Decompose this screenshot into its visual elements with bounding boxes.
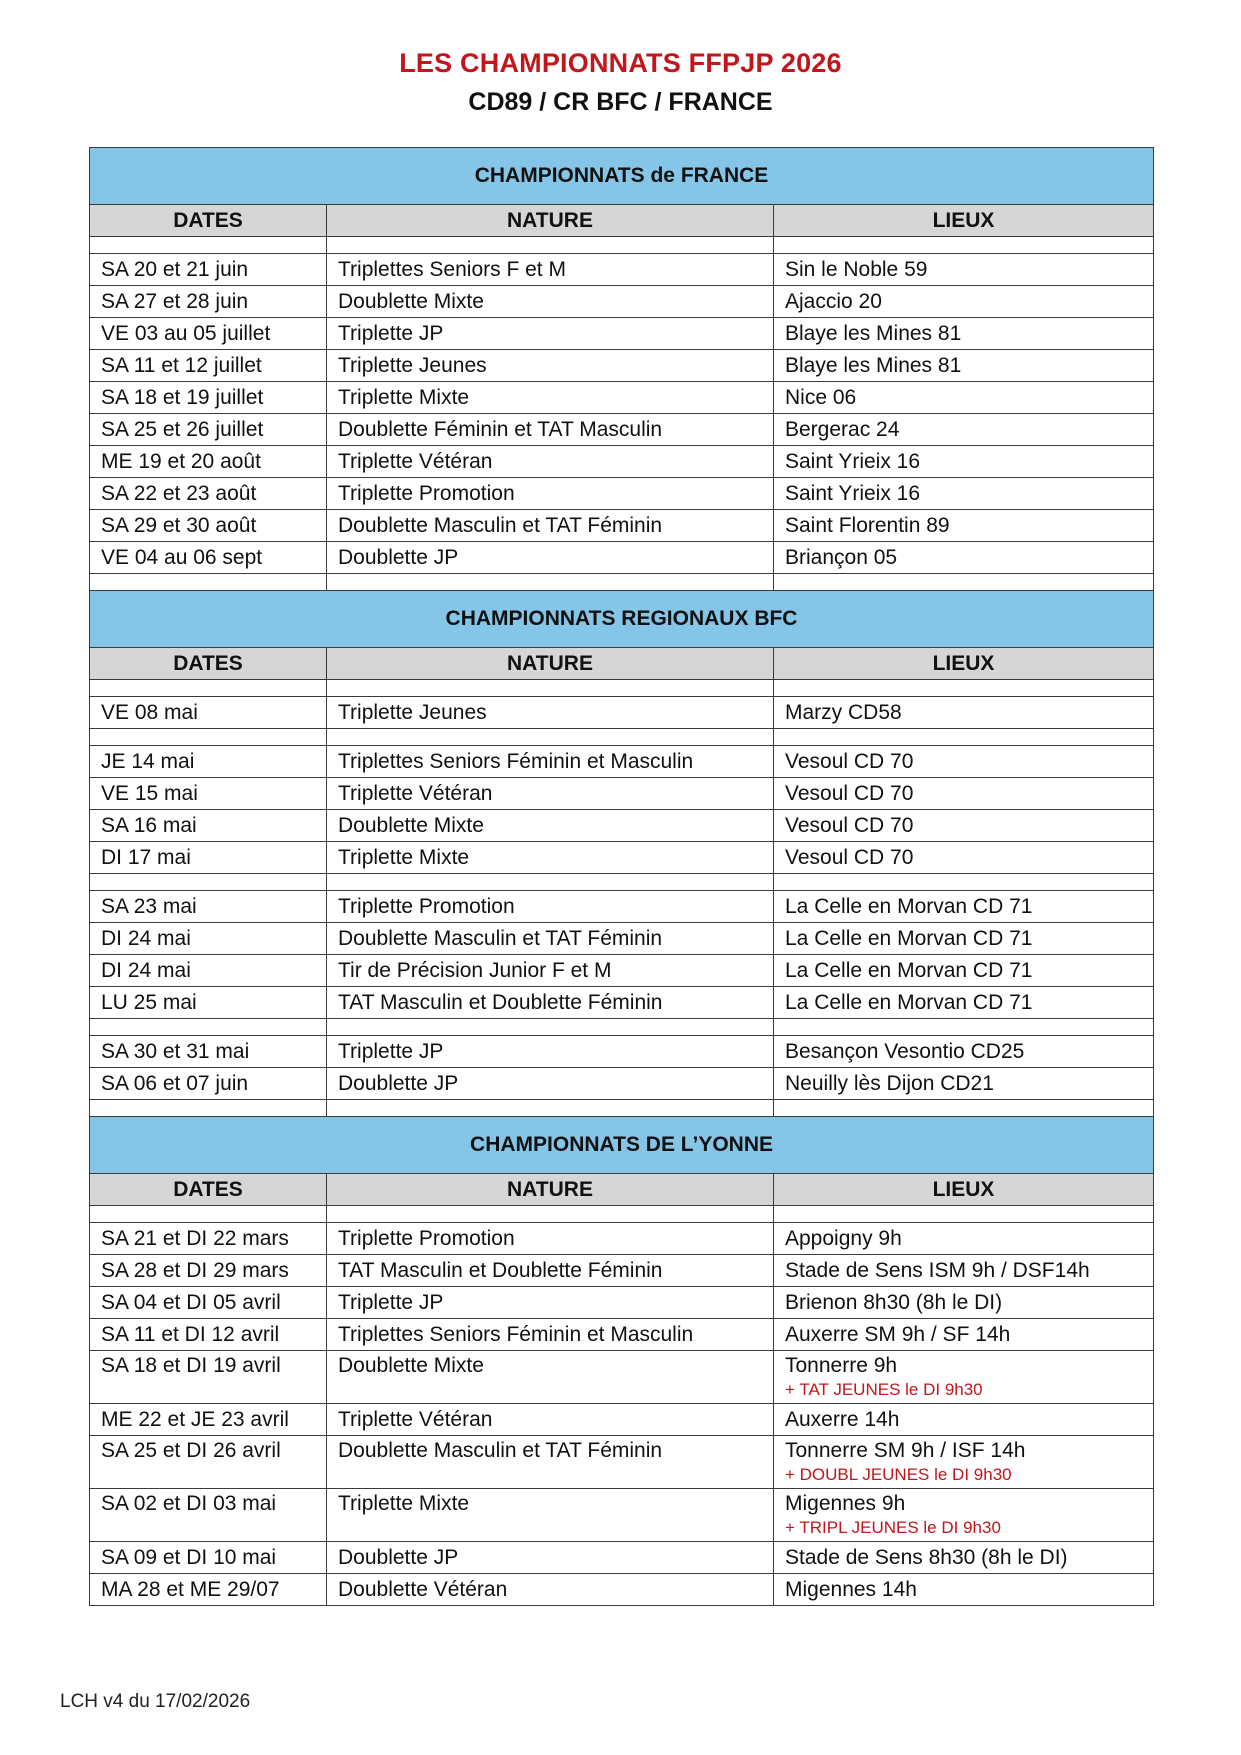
- nature-cell: Triplette Promotion: [327, 478, 774, 510]
- table-row: [90, 1404, 1154, 1436]
- date-cell: DI 24 mai: [90, 955, 327, 987]
- lieu-cell: Saint Yrieix 16: [774, 478, 1154, 510]
- table-row: [90, 446, 1154, 478]
- empty-cell: [327, 680, 774, 697]
- empty-cell: [774, 574, 1154, 591]
- youth-note: + TAT JEUNES le DI 9h30: [785, 1380, 983, 1399]
- nature-cell: Triplettes Seniors Féminin et Masculin: [327, 1319, 774, 1351]
- column-header-lieux: LIEUX: [774, 205, 1154, 237]
- empty-cell: [774, 237, 1154, 254]
- nature-cell: Doublette JP: [327, 1542, 774, 1574]
- table-row: [90, 955, 1154, 987]
- youth-note: + DOUBL JEUNES le DI 9h30: [785, 1465, 1012, 1484]
- date-cell: SA 25 et 26 juillet: [90, 414, 327, 446]
- table-row: [90, 382, 1154, 414]
- lieu-cell: Brienon 8h30 (8h le DI): [774, 1287, 1154, 1319]
- spacer-row: [90, 574, 1154, 591]
- date-cell: [90, 1351, 327, 1404]
- empty-cell: [90, 237, 327, 254]
- date-cell: SA 16 mai: [90, 810, 327, 842]
- empty-cell: [90, 1206, 327, 1223]
- nature-text: Doublette Masculin et TAT Féminin: [338, 1439, 663, 1462]
- table-row: [90, 542, 1154, 574]
- table-row: [90, 1351, 1154, 1404]
- lieu-cell: Sin le Noble 59: [774, 254, 1154, 286]
- section-title: CHAMPIONNATS de FRANCE: [90, 148, 1154, 205]
- lieu-cell: Blaye les Mines 81: [774, 318, 1154, 350]
- empty-cell: [774, 729, 1154, 746]
- nature-cell: Triplette Jeunes: [327, 350, 774, 382]
- lieu-cell: Saint Florentin 89: [774, 510, 1154, 542]
- lieu-cell: La Celle en Morvan CD 71: [774, 955, 1154, 987]
- nature-cell: Doublette Mixte: [327, 286, 774, 318]
- date-cell: SA 11 et 12 juillet: [90, 350, 327, 382]
- table-row: [90, 254, 1154, 286]
- lieu-cell: Vesoul CD 70: [774, 810, 1154, 842]
- nature-cell: [327, 1489, 774, 1542]
- table-row: [90, 778, 1154, 810]
- empty-cell: [90, 1100, 327, 1117]
- nature-cell: Triplette Mixte: [327, 382, 774, 414]
- nature-cell: Triplette Vétéran: [327, 446, 774, 478]
- table-row: [90, 1068, 1154, 1100]
- table-row: [90, 1574, 1154, 1606]
- lieu-cell: Auxerre 14h: [774, 1404, 1154, 1436]
- lieu-cell: Vesoul CD 70: [774, 746, 1154, 778]
- date-cell: JE 14 mai: [90, 746, 327, 778]
- column-header-row: [90, 648, 1154, 680]
- date-cell: LU 25 mai: [90, 987, 327, 1019]
- date-cell: SA 21 et DI 22 mars: [90, 1223, 327, 1255]
- lieu-cell: Migennes 14h: [774, 1574, 1154, 1606]
- date-cell: SA 30 et 31 mai: [90, 1036, 327, 1068]
- empty-cell: [90, 1019, 327, 1036]
- date-cell: [90, 1489, 327, 1542]
- table-row: [90, 891, 1154, 923]
- spacer-row: [90, 237, 1154, 254]
- lieu-cell: [774, 1489, 1154, 1542]
- table-row: [90, 923, 1154, 955]
- date-cell: SA 09 et DI 10 mai: [90, 1542, 327, 1574]
- date-cell: SA 11 et DI 12 avril: [90, 1319, 327, 1351]
- nature-cell: Doublette Mixte: [327, 810, 774, 842]
- empty-cell: [327, 574, 774, 591]
- column-header-nature: NATURE: [327, 1174, 774, 1206]
- empty-cell: [90, 729, 327, 746]
- empty-cell: [90, 874, 327, 891]
- date-text: SA 02 et DI 03 mai: [101, 1492, 277, 1515]
- document-version: LCH v4 du 17/02/2026: [60, 1691, 251, 1712]
- nature-cell: TAT Masculin et Doublette Féminin: [327, 987, 774, 1019]
- column-header-dates: DATES: [90, 1174, 327, 1206]
- nature-text: Triplette Mixte: [338, 1492, 470, 1515]
- table-row: [90, 1255, 1154, 1287]
- empty-cell: [327, 1100, 774, 1117]
- date-cell: VE 04 au 06 sept: [90, 542, 327, 574]
- lieu-cell: Stade de Sens 8h30 (8h le DI): [774, 1542, 1154, 1574]
- empty-cell: [774, 874, 1154, 891]
- table-row: [90, 810, 1154, 842]
- date-cell: ME 22 et JE 23 avril: [90, 1404, 327, 1436]
- nature-cell: [327, 1436, 774, 1489]
- empty-cell: [327, 1019, 774, 1036]
- nature-cell: Doublette Masculin et TAT Féminin: [327, 510, 774, 542]
- empty-cell: [327, 874, 774, 891]
- table-row: [90, 1036, 1154, 1068]
- date-cell: DI 17 mai: [90, 842, 327, 874]
- lieu-cell: La Celle en Morvan CD 71: [774, 891, 1154, 923]
- nature-cell: Triplette Promotion: [327, 891, 774, 923]
- nature-cell: Doublette Féminin et TAT Masculin: [327, 414, 774, 446]
- lieu-text: Migennes 9h: [785, 1492, 906, 1515]
- table-row: [90, 987, 1154, 1019]
- date-cell: SA 22 et 23 août: [90, 478, 327, 510]
- table-row: [90, 318, 1154, 350]
- lieu-cell: Stade de Sens ISM 9h / DSF14h: [774, 1255, 1154, 1287]
- table-row: [90, 697, 1154, 729]
- youth-note: + TRIPL JEUNES le DI 9h30: [785, 1518, 1001, 1537]
- table-row: [90, 746, 1154, 778]
- lieu-cell: Besançon Vesontio CD25: [774, 1036, 1154, 1068]
- lieu-cell: Ajaccio 20: [774, 286, 1154, 318]
- table-row: [90, 1489, 1154, 1542]
- column-header-nature: NATURE: [327, 648, 774, 680]
- lieu-cell: Blaye les Mines 81: [774, 350, 1154, 382]
- empty-cell: [90, 574, 327, 591]
- date-cell: SA 29 et 30 août: [90, 510, 327, 542]
- date-cell: VE 03 au 05 juillet: [90, 318, 327, 350]
- column-header-row: [90, 1174, 1154, 1206]
- lieu-cell: [774, 1436, 1154, 1489]
- section-title: CHAMPIONNATS DE L’YONNE: [90, 1117, 1154, 1174]
- table-row: [90, 350, 1154, 382]
- table-row: [90, 1436, 1154, 1489]
- nature-cell: Triplettes Seniors F et M: [327, 254, 774, 286]
- empty-cell: [774, 1019, 1154, 1036]
- nature-cell: Tir de Précision Junior F et M: [327, 955, 774, 987]
- lieu-cell: Bergerac 24: [774, 414, 1154, 446]
- lieu-cell: Neuilly lès Dijon CD21: [774, 1068, 1154, 1100]
- lieu-cell: La Celle en Morvan CD 71: [774, 923, 1154, 955]
- nature-cell: Doublette Masculin et TAT Féminin: [327, 923, 774, 955]
- lieu-cell: [774, 1351, 1154, 1404]
- page-title: LES CHAMPIONNATS FFPJP 2026: [399, 48, 842, 78]
- date-cell: ME 19 et 20 août: [90, 446, 327, 478]
- lieu-cell: Nice 06: [774, 382, 1154, 414]
- lieu-text: Tonnerre 9h: [785, 1354, 898, 1377]
- nature-cell: TAT Masculin et Doublette Féminin: [327, 1255, 774, 1287]
- spacer-row: [90, 729, 1154, 746]
- table-row: [90, 1223, 1154, 1255]
- lieu-cell: Marzy CD58: [774, 697, 1154, 729]
- table-row: [90, 286, 1154, 318]
- nature-cell: Triplette Vétéran: [327, 1404, 774, 1436]
- date-cell: VE 15 mai: [90, 778, 327, 810]
- spacer-row: [90, 1019, 1154, 1036]
- empty-cell: [774, 1206, 1154, 1223]
- lieu-cell: La Celle en Morvan CD 71: [774, 987, 1154, 1019]
- section-header: [90, 148, 1154, 205]
- section-header: [90, 1117, 1154, 1174]
- column-header-dates: DATES: [90, 648, 327, 680]
- nature-cell: Triplette Jeunes: [327, 697, 774, 729]
- table-row: [90, 478, 1154, 510]
- table-row: [90, 510, 1154, 542]
- nature-cell: Triplettes Seniors Féminin et Masculin: [327, 746, 774, 778]
- date-cell: [90, 1436, 327, 1489]
- empty-cell: [90, 680, 327, 697]
- lieu-cell: Appoigny 9h: [774, 1223, 1154, 1255]
- empty-cell: [774, 1100, 1154, 1117]
- date-cell: VE 08 mai: [90, 697, 327, 729]
- date-cell: SA 04 et DI 05 avril: [90, 1287, 327, 1319]
- nature-cell: Triplette Mixte: [327, 842, 774, 874]
- table-row: [90, 1287, 1154, 1319]
- date-text: SA 18 et DI 19 avril: [101, 1354, 281, 1377]
- championships-table: [89, 147, 1154, 1606]
- nature-cell: Triplette JP: [327, 318, 774, 350]
- column-header-dates: DATES: [90, 205, 327, 237]
- date-cell: SA 27 et 28 juin: [90, 286, 327, 318]
- lieu-cell: Saint Yrieix 16: [774, 446, 1154, 478]
- nature-cell: Triplette Vétéran: [327, 778, 774, 810]
- nature-cell: Triplette JP: [327, 1287, 774, 1319]
- lieu-cell: Auxerre SM 9h / SF 14h: [774, 1319, 1154, 1351]
- nature-cell: Triplette JP: [327, 1036, 774, 1068]
- date-cell: SA 06 et 07 juin: [90, 1068, 327, 1100]
- nature-cell: [327, 1351, 774, 1404]
- spacer-row: [90, 1100, 1154, 1117]
- table-row: [90, 842, 1154, 874]
- page-subtitle: CD89 / CR BFC / FRANCE: [468, 88, 773, 116]
- empty-cell: [327, 1206, 774, 1223]
- nature-cell: Triplette Promotion: [327, 1223, 774, 1255]
- empty-cell: [327, 237, 774, 254]
- nature-text: Doublette Mixte: [338, 1354, 484, 1377]
- spacer-row: [90, 1206, 1154, 1223]
- empty-cell: [774, 680, 1154, 697]
- date-cell: MA 28 et ME 29/07: [90, 1574, 327, 1606]
- lieu-cell: Briançon 05: [774, 542, 1154, 574]
- lieu-cell: Vesoul CD 70: [774, 778, 1154, 810]
- lieu-text: Tonnerre SM 9h / ISF 14h: [785, 1439, 1026, 1462]
- table-row: [90, 1319, 1154, 1351]
- date-cell: SA 28 et DI 29 mars: [90, 1255, 327, 1287]
- nature-cell: Doublette JP: [327, 1068, 774, 1100]
- column-header-lieux: LIEUX: [774, 1174, 1154, 1206]
- table-row: [90, 414, 1154, 446]
- date-cell: SA 23 mai: [90, 891, 327, 923]
- column-header-lieux: LIEUX: [774, 648, 1154, 680]
- empty-cell: [327, 729, 774, 746]
- section-header: [90, 591, 1154, 648]
- date-text: SA 25 et DI 26 avril: [101, 1439, 281, 1462]
- date-cell: DI 24 mai: [90, 923, 327, 955]
- column-header-nature: NATURE: [327, 205, 774, 237]
- column-header-row: [90, 205, 1154, 237]
- spacer-row: [90, 874, 1154, 891]
- spacer-row: [90, 680, 1154, 697]
- section-title: CHAMPIONNATS REGIONAUX BFC: [90, 591, 1154, 648]
- table-row: [90, 1542, 1154, 1574]
- lieu-cell: Vesoul CD 70: [774, 842, 1154, 874]
- date-cell: SA 20 et 21 juin: [90, 254, 327, 286]
- date-cell: SA 18 et 19 juillet: [90, 382, 327, 414]
- nature-cell: Doublette JP: [327, 542, 774, 574]
- nature-cell: Doublette Vétéran: [327, 1574, 774, 1606]
